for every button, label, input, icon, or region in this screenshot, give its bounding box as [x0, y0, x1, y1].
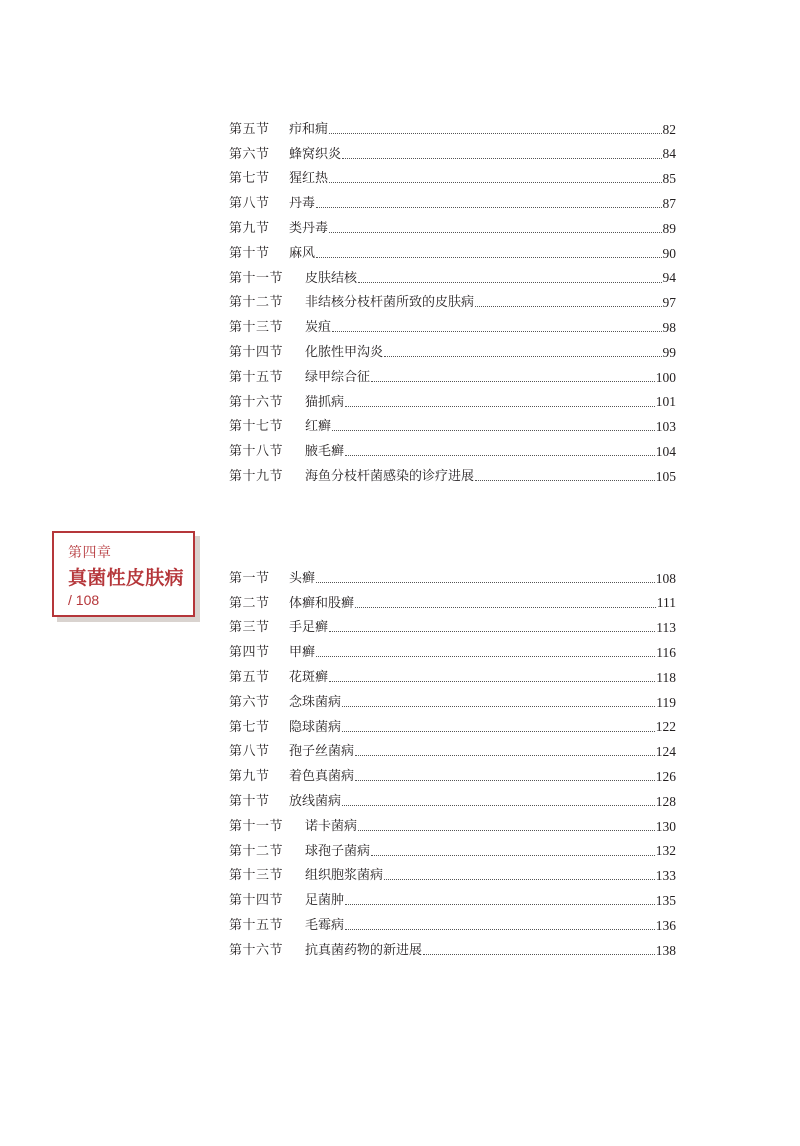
page-number: 94 [662, 270, 676, 286]
toc-entry[interactable] [229, 390, 676, 415]
dot-leader [316, 656, 655, 657]
section-number: 第一节 [229, 570, 270, 586]
chapter-page-number: / 108 [68, 592, 100, 608]
toc-entry[interactable] [229, 764, 676, 789]
toc-entry[interactable] [229, 266, 676, 291]
page-number: 108 [655, 570, 676, 586]
section-title: 蜂窝织炎 [289, 146, 342, 162]
toc-entry[interactable] [229, 789, 676, 814]
page-number: 136 [655, 917, 676, 933]
dot-leader [384, 356, 661, 357]
toc-entry[interactable] [229, 315, 676, 340]
dot-leader [342, 731, 655, 732]
toc-list-fungal-sections [229, 566, 676, 963]
toc-entry[interactable] [229, 439, 676, 464]
dot-leader [475, 480, 655, 481]
chapter-heading-box[interactable] [52, 531, 195, 617]
section-title: 组织胞浆菌病 [305, 868, 384, 884]
dot-leader [358, 282, 661, 283]
section-number: 第十四节 [229, 893, 284, 909]
toc-entry[interactable] [229, 591, 676, 616]
section-title: 皮肤结核 [305, 270, 358, 286]
section-title: 绿甲综合征 [305, 369, 371, 385]
page-number: 104 [655, 444, 676, 459]
page-number: 118 [656, 669, 676, 685]
dot-leader [371, 855, 655, 856]
section-number: 第十八节 [229, 444, 284, 460]
toc-entry[interactable] [229, 616, 676, 641]
section-number: 第五节 [229, 121, 270, 137]
page-number: 100 [655, 369, 676, 385]
toc-entry[interactable] [229, 665, 676, 690]
section-number: 第十三节 [229, 320, 284, 336]
dot-leader [329, 182, 661, 183]
section-number: 第十六节 [229, 942, 284, 958]
section-title: 体癣和股癣 [289, 595, 355, 611]
dot-leader [355, 780, 655, 781]
dot-leader [316, 582, 655, 583]
page-number: 124 [655, 744, 676, 760]
section-title: 头癣 [289, 570, 316, 586]
section-title: 手足癣 [289, 620, 329, 636]
section-title: 诺卡菌病 [305, 818, 358, 834]
toc-entry[interactable] [229, 117, 676, 142]
dot-leader [423, 954, 655, 955]
dot-leader [329, 631, 655, 632]
toc-entry[interactable] [229, 415, 676, 440]
section-number: 第十二节 [229, 295, 284, 311]
page-number: 116 [656, 645, 676, 661]
section-title: 猩红热 [289, 171, 329, 187]
page-number: 113 [656, 620, 676, 636]
section-title: 非结核分枝杆菌所致的皮肤病 [305, 295, 475, 311]
section-title: 化脓性甲沟炎 [305, 345, 384, 361]
section-number: 第十五节 [229, 918, 284, 934]
dot-leader [371, 381, 655, 382]
toc-entry[interactable] [229, 938, 676, 963]
section-number: 第九节 [229, 221, 270, 237]
page-number: 135 [655, 893, 676, 908]
page-number: 122 [655, 719, 676, 735]
dot-leader [316, 207, 661, 208]
section-number: 第十六节 [229, 394, 284, 410]
toc-entry[interactable] [229, 142, 676, 167]
section-number: 第五节 [229, 670, 270, 686]
toc-entry[interactable] [229, 191, 676, 216]
page-number: 103 [655, 419, 676, 435]
section-number: 第十一节 [229, 270, 284, 286]
page-number: 97 [662, 295, 676, 311]
section-title: 花斑癣 [289, 670, 329, 686]
page-number: 128 [655, 793, 676, 809]
section-title: 毛霉病 [305, 918, 345, 934]
section-number: 第八节 [229, 744, 270, 760]
section-title: 孢子丝菌病 [289, 744, 355, 760]
page-number: 130 [655, 818, 676, 834]
page-number: 105 [655, 468, 676, 484]
page-number: 89 [662, 220, 676, 236]
toc-entry[interactable] [229, 167, 676, 192]
section-number: 第七节 [229, 719, 270, 735]
toc-entry[interactable] [229, 864, 676, 889]
section-title: 抗真菌药物的新进展 [305, 942, 423, 958]
section-number: 第十九节 [229, 469, 284, 485]
toc-entry[interactable] [229, 340, 676, 365]
section-number: 第十三节 [229, 868, 284, 884]
toc-entry[interactable] [229, 241, 676, 266]
section-number: 第七节 [229, 171, 270, 187]
dot-leader [342, 805, 655, 806]
section-number: 第六节 [229, 694, 270, 710]
section-number: 第十四节 [229, 345, 284, 361]
section-title: 海鱼分枝杆菌感染的诊疗进展 [305, 469, 475, 485]
section-title: 足菌肿 [305, 893, 345, 909]
section-title: 类丹毒 [289, 221, 329, 237]
toc-entry[interactable] [229, 814, 676, 839]
dot-leader [355, 755, 655, 756]
toc-entry[interactable] [229, 715, 676, 740]
section-number: 第十一节 [229, 818, 284, 834]
section-title: 腋毛癣 [305, 444, 345, 460]
toc-entry[interactable] [229, 888, 676, 913]
section-title: 红癣 [305, 419, 332, 435]
page-number: 111 [656, 595, 676, 611]
section-number: 第六节 [229, 146, 270, 162]
dot-leader [345, 904, 655, 905]
toc-entry[interactable] [229, 464, 676, 489]
page-number: 101 [655, 394, 676, 410]
page-number: 133 [655, 868, 676, 884]
page-number: 126 [655, 769, 676, 785]
section-title: 猫抓病 [305, 394, 345, 410]
toc-entry[interactable] [229, 365, 676, 390]
section-title: 隐球菌病 [289, 719, 342, 735]
section-title: 麻风 [289, 245, 316, 261]
section-number: 第十节 [229, 245, 270, 261]
dot-leader [316, 257, 661, 258]
dot-leader [342, 706, 655, 707]
page-number: 87 [662, 196, 676, 212]
section-number: 第十节 [229, 794, 270, 810]
dot-leader [345, 406, 655, 407]
dot-leader [342, 158, 661, 159]
toc-entry[interactable] [229, 216, 676, 241]
page-number: 82 [662, 121, 676, 137]
dot-leader [329, 232, 661, 233]
page-number: 84 [662, 146, 676, 162]
toc-entry[interactable] [229, 690, 676, 715]
section-title: 球孢子菌病 [305, 843, 371, 859]
section-title: 疖和痈 [289, 121, 329, 137]
section-title: 放线菌病 [289, 794, 342, 810]
dot-leader [332, 331, 661, 332]
toc-entry[interactable] [229, 291, 676, 316]
page-number: 119 [656, 694, 676, 710]
page-number: 85 [662, 171, 676, 187]
section-number: 第九节 [229, 769, 270, 785]
page-number: 132 [655, 843, 676, 859]
section-title: 着色真菌病 [289, 769, 355, 785]
page-number: 138 [655, 942, 676, 958]
section-number: 第十七节 [229, 419, 284, 435]
section-number: 第十二节 [229, 843, 284, 859]
chapter-title: 真菌性皮肤病 [68, 567, 184, 589]
section-number: 第四节 [229, 645, 270, 661]
toc-entry[interactable] [229, 566, 676, 591]
dot-leader [384, 879, 655, 880]
dot-leader [355, 607, 656, 608]
section-title: 念珠菌病 [289, 694, 342, 710]
toc-entry[interactable] [229, 640, 676, 665]
dot-leader [475, 306, 661, 307]
dot-leader [332, 430, 655, 431]
page-number: 99 [662, 344, 676, 360]
section-title: 丹毒 [289, 196, 316, 212]
section-number: 第八节 [229, 196, 270, 212]
toc-entry[interactable] [229, 913, 676, 938]
toc-list-bacterial-sections [229, 117, 676, 489]
section-title: 甲癣 [289, 645, 316, 661]
section-number: 第三节 [229, 620, 270, 636]
toc-entry[interactable] [229, 839, 676, 864]
page-number: 98 [662, 320, 676, 336]
section-number: 第二节 [229, 595, 270, 611]
dot-leader [329, 681, 655, 682]
section-title: 炭疽 [305, 320, 332, 336]
dot-leader [345, 929, 655, 930]
dot-leader [329, 133, 661, 134]
toc-entry[interactable] [229, 740, 676, 765]
page-number: 90 [662, 245, 676, 261]
section-number: 第十五节 [229, 369, 284, 385]
dot-leader [345, 455, 655, 456]
chapter-number: 第四章 [68, 545, 112, 561]
dot-leader [358, 830, 655, 831]
